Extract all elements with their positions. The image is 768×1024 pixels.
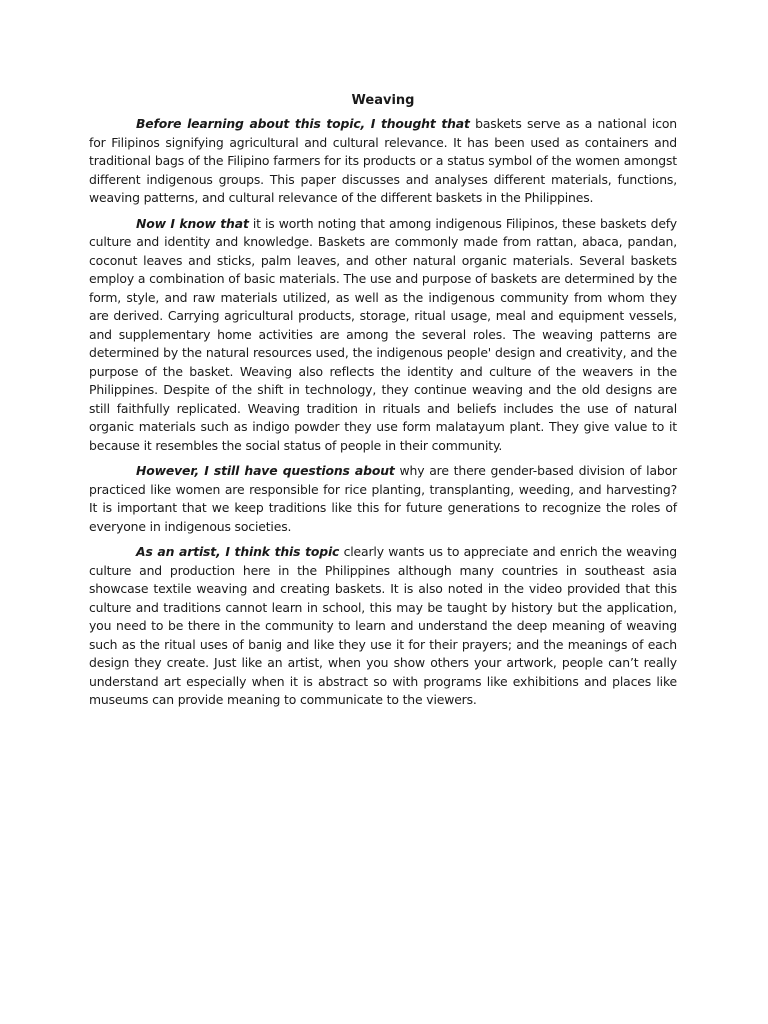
- document-title: Weaving: [351, 93, 415, 108]
- paragraph-lead: However, I still have questions about: [136, 463, 395, 478]
- paragraph-lead: Now I know that: [136, 215, 249, 231]
- document-page: [89, 92, 677, 717]
- paragraph-body: it is worth noting that among indigenous Filipinos, these baskets defy culture and identity and knowledge. Baskets are commonly made from rattan, abaca, pandan, coconut leaves and sticks, palm leaves, and other natural organic materials. Several baskets employ a combination of basic materials. The use and purpose of baskets are determined by the form, style, and raw materials utilized, as well as the indigenous community from whom they are derived. Carrying agricultural products, storage, ritual usage, meal and equipment vessels, and supplementary home activities are among the several roles. The weaving patterns are determined by the natural resources used, the indigenous people' design and creativity, and the purpose of the basket. Weaving also reflects the identity and culture of the weavers in the Philippines. Despite of the shift in technology, they continue weaving and the old designs are still faithfully replicated. Weaving tradition in rituals and beliefs includes the use of natural organic materials such as indigo powder they use form malatayum plant. They give value to it because it resembles the social status of people in their community.: [89, 215, 677, 453]
- paragraph-now-i-know: [89, 215, 677, 456]
- paragraph-lead: As an artist, I think this topic: [136, 544, 340, 559]
- paragraph-questions: [89, 462, 677, 536]
- paragraph-as-an-artist: [89, 543, 677, 710]
- paragraph-body: why are there gender-based division of labor practiced like women are responsible for rice planting, transplanting, weeding, and harvesting? It is important that we keep traditions like this for future generations to recognize the roles of everyone in indigenous societies.: [89, 463, 677, 534]
- paragraph-lead: Before learning about this topic, I thought that: [136, 116, 470, 131]
- paragraph-body: clearly wants us to appreciate and enrich the weaving culture and production here in the Philippines although many countries in southeast asia showcase textile weaving and creating baskets. It is also noted in the video provided that this culture and traditions cannot learn in school, this may be taught by history but the application, you need to be there in the community to learn and understand the deep meaning of weaving such as the ritual uses of banig and like they use it for their prayers; and the meanings of each design they create. Just like an artist, when you show others your artwork, people can’t really understand art especially when it is abstract so with programs like exhibitions and places like museums can provide meaning to communicate to the viewers.: [89, 544, 677, 707]
- paragraph-body: baskets serve as a national icon for Filipinos signifying agricultural and cultural relevance. It has been used as containers and traditional bags of the Filipino farmers for its products or a status symbol of the women amongst different indigenous groups. This paper discusses and analyses different materials, functions, weaving patterns, and cultural relevance of the different baskets in the Philippines.: [89, 116, 677, 205]
- paragraph-before-learning: [89, 115, 677, 208]
